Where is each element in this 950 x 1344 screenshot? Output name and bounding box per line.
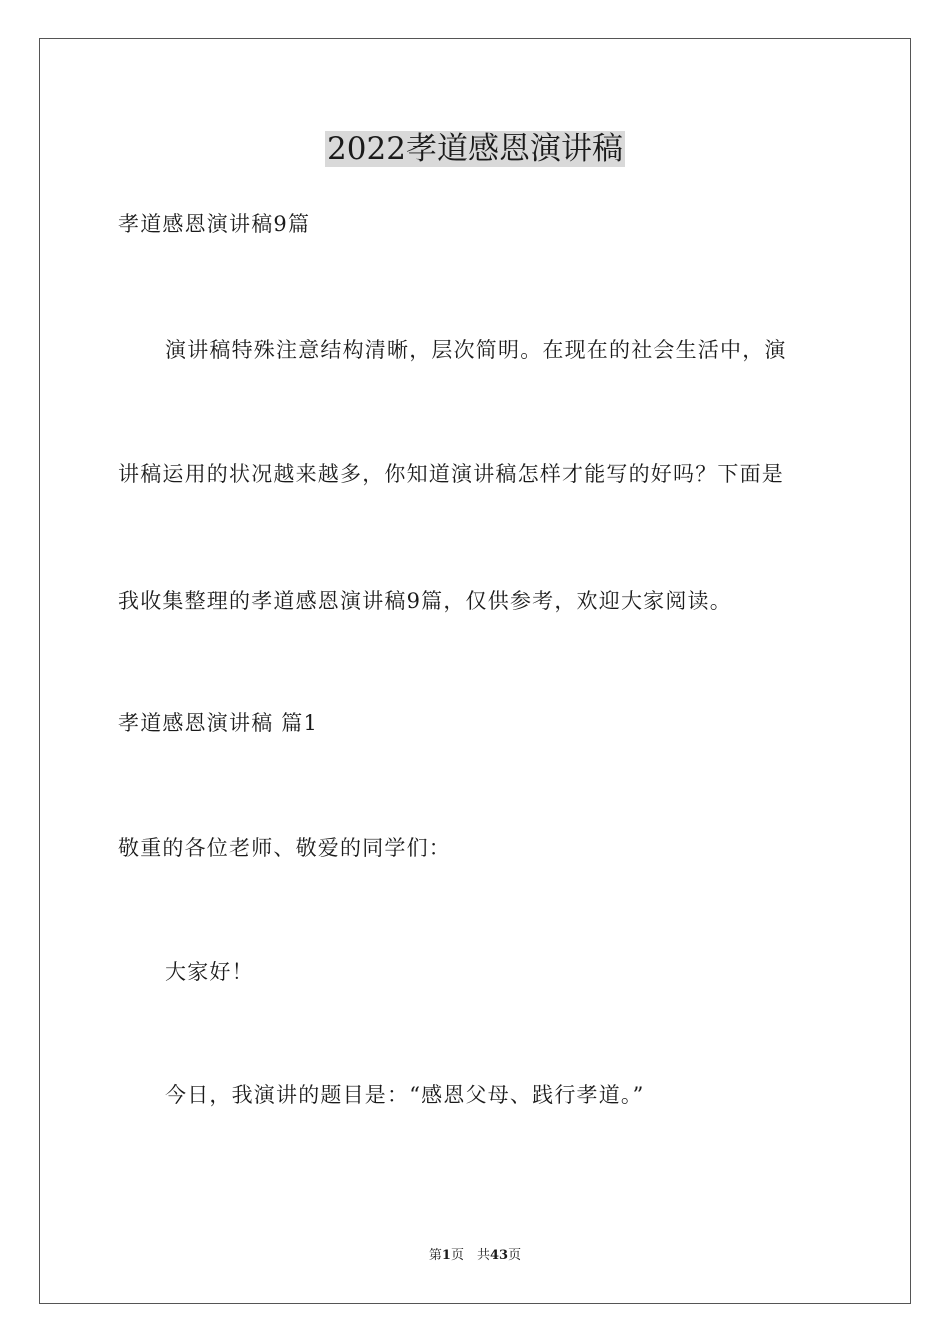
footer-page-suffix: 页 [508, 1248, 522, 1263]
intro-line-3: 我收集整理的孝道感恩演讲稿9篇，仅供参考，欢迎大家阅读。 [118, 589, 732, 613]
document-title [0, 128, 950, 170]
greeting: 大家好！ [165, 960, 254, 984]
footer-page-number: 1 [441, 1248, 451, 1263]
footer-total-pages: 43 [489, 1248, 509, 1263]
salutation: 敬重的各位老师、敬爱的同学们： [118, 836, 451, 860]
section-heading: 孝道感恩演讲稿 篇1 [118, 711, 319, 735]
footer-page-mid: 页 共 [450, 1248, 490, 1263]
topic-line: 今日，我演讲的题目是：“感恩父母、践行孝道。” [165, 1083, 645, 1107]
document-title-text: 2022孝道感恩演讲稿 [327, 131, 623, 167]
page-footer [0, 1247, 950, 1265]
intro-line-1: 演讲稿特殊注意结构清晰，层次简明。在现在的社会生活中，演 [165, 338, 787, 362]
footer-page-prefix: 第 [428, 1248, 442, 1263]
intro-line-2: 讲稿运用的状况越来越多，你知道演讲稿怎样才能写的好吗？下面是 [118, 462, 784, 486]
document-subtitle: 孝道感恩演讲稿9篇 [118, 212, 311, 236]
